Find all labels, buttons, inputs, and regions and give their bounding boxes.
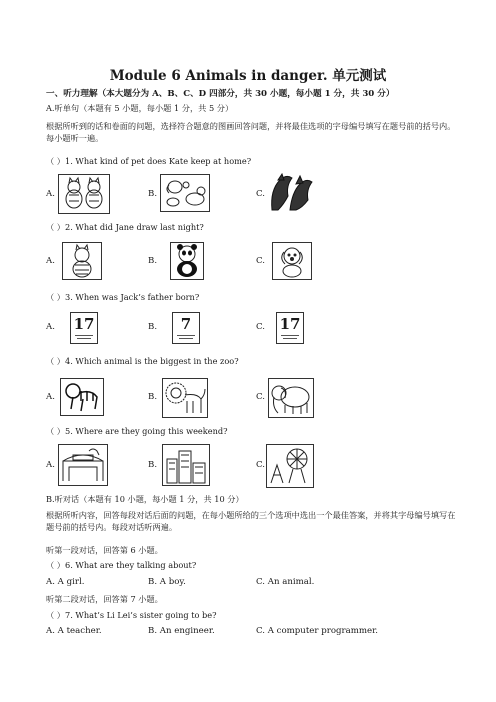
puppy-picture [272,242,312,280]
option-label: A. [46,392,55,402]
calendar-icon: 7 [172,312,200,344]
lion-picture [162,378,208,418]
question-5: （ ）5. Where are they going this weekend? [46,426,228,436]
section-heading: 一、听力理解（本大题分为 A、B、C、D 四部分，共 30 小题，每小题 1 分，共 30 分） [46,89,395,99]
question-1: （ ）1. What kind of pet does Kate keep at home? [46,156,252,166]
dialog-1-instruction: 听第一段对话，回答第 6 小题。 [46,545,163,555]
question-3: （ ）3. When was Jack’s father born? [46,292,200,302]
tiger-cat-picture [62,242,102,280]
option-label: C. [256,256,266,266]
question-6: （ ）6. What are they talking about? [46,560,197,570]
dogs-puppies-picture [160,174,210,212]
option-b: B. A boy. [148,577,186,587]
option-label: C. [256,392,266,402]
city-buildings-picture [162,444,210,486]
answer-paren: （ ） [46,222,65,232]
two-cats-picture [58,174,110,214]
part-a-instructions: 根据所听到的话和卷面的问题，选择符合题意的图画回答问题，并将最佳选项的字母编号填写在题号前的括号内。每小题听一遍。 [46,121,456,143]
question-2: （ ）2. What did Jane draw last night? [46,222,204,232]
option-label: B. [148,189,158,199]
answer-paren: （ ） [46,356,65,366]
option-label: C. [256,189,266,199]
option-label: A. [46,256,55,266]
option-label: A. [46,460,55,470]
option-c: C. An animal. [256,577,315,587]
panda-picture [170,242,204,280]
option-label: A. [46,189,55,199]
amusement-park-picture [266,444,314,488]
option-label: C. [256,460,266,470]
answer-paren: （ ） [46,426,65,436]
question-7: （ ）7. What’s Li Lei’s sister going to be? [46,610,217,620]
option-label: B. [148,392,158,402]
calendar-icon: 17 [70,312,98,344]
part-a-heading: A.听单句（本题有 5 小题，每小题 1 分，共 5 分） [46,103,234,113]
question-4: （ ）4. Which animal is the biggest in the zoo? [46,356,239,366]
answer-paren: （ ） [46,610,65,620]
option-a: A. A girl. [46,577,85,587]
part-b-heading: B.听对话（本题有 10 小题，每小题 1 分，共 10 分） [46,494,244,504]
tiger-picture [60,378,104,416]
answer-paren: （ ） [46,156,65,166]
calendar-icon: 17 [276,312,304,344]
elephant-picture [268,378,314,418]
parrots-picture [266,170,314,214]
part-b-instructions: 根据所听内容，回答每段对话后面的问题，在每小题所给的三个选项中选出一个最佳答案，并将其字母编号填写在题号前的括号内。每段对话听两遍。 [46,510,456,532]
option-c: C. A computer programmer. [256,626,379,636]
answer-paren: （ ） [46,560,65,570]
option-label: C. [256,322,266,332]
option-label: B. [148,460,158,470]
page-title: Module 6 Animals in danger. 单元测试 [109,68,387,84]
dialog-2-instruction: 听第二段对话，回答第 7 小题。 [46,594,163,604]
option-label: B. [148,322,158,332]
option-b: B. An engineer. [148,626,215,636]
answer-paren: （ ） [46,292,65,302]
option-a: A. A teacher. [46,626,102,636]
zoo-gate-picture [58,444,108,486]
option-label: A. [46,322,55,332]
option-label: B. [148,256,158,266]
